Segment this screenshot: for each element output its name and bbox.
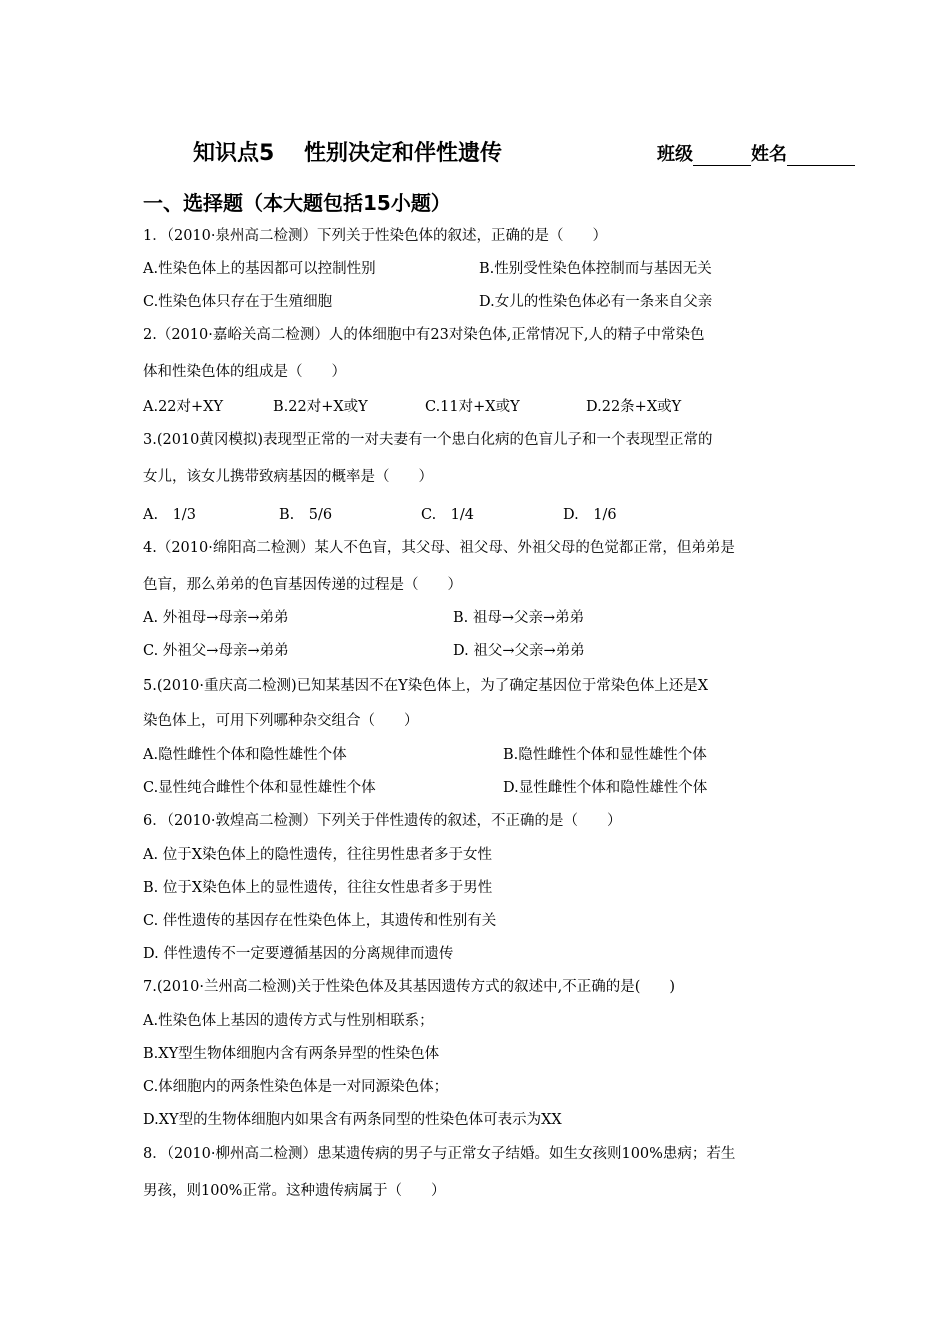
class-label: 班级 [657, 144, 693, 165]
question-6-option-d: D. 伴性遗传不一定要遵循基因的分离规律而遗传 [143, 946, 454, 962]
question-1-stem: 1．（2010·泉州高二检测）下列关于性染色体的叙述，正确的是（ ） [143, 228, 607, 244]
question-1-option-c: C.性染色体只存在于生殖细胞 [143, 294, 333, 310]
question-7-option-b: B.XY型生物体细胞内含有两条异型的性染色体 [143, 1046, 440, 1062]
question-3-option-b: B. 5/6 [279, 507, 333, 523]
header [0, 136, 950, 168]
student-info [657, 140, 855, 166]
question-3-stem-line-1: 3.(2010黄冈模拟)表现型正常的一对夫妻有一个患白化病的色盲儿子和一个表现型正常的 [143, 432, 713, 448]
question-5-option-a: A.隐性雌性个体和隐性雄性个体 [143, 747, 347, 763]
question-7-stem: 7.(2010·兰州高二检测)关于性染色体及其基因遗传方式的叙述中,不正确的是( ) [143, 979, 676, 995]
question-2-option-d: D.22条+X或Y [586, 399, 682, 415]
question-1-option-a: A.性染色体上的基因都可以控制性别 [143, 261, 376, 277]
question-4-stem-line-1: 4.（2010·绵阳高二检测）某人不色盲，其父母、祖父母、外祖父母的色觉都正常，但弟弟是 [143, 540, 735, 556]
question-8-stem-line-2: 男孩，则100%正常。这种遗传病属于（ ） [143, 1183, 446, 1199]
question-1-option-d: D.女儿的性染色体必有一条来自父亲 [479, 294, 713, 310]
question-5-option-b: B.隐性雌性个体和显性雄性个体 [503, 747, 707, 763]
name-label: 姓名 [751, 144, 787, 165]
question-2-option-b: B.22对+X或Y [273, 399, 368, 415]
question-6-option-b: B. 位于X染色体上的显性遗传，往往女性患者多于男性 [143, 880, 493, 896]
question-6-stem: 6．（2010·敦煌高二检测）下列关于伴性遗传的叙述，不正确的是（ ） [143, 813, 622, 829]
question-3-option-d: D. 1/6 [563, 507, 617, 523]
question-2-stem-line-2: 体和性染色体的组成是（ ） [143, 364, 346, 380]
question-3-stem-line-2: 女儿，该女儿携带致病基因的概率是（ ） [143, 469, 433, 485]
question-4-option-c: C. 外祖父→母亲→弟弟 [143, 643, 289, 659]
question-5-stem-line-1: 5.(2010·重庆高二检测)已知某基因不在Y染色体上，为了确定基因位于常染色体上还是X [143, 678, 709, 694]
question-4-option-a: A. 外祖母→母亲→弟弟 [143, 610, 289, 626]
question-5-option-d: D.显性雌性个体和隐性雄性个体 [503, 780, 708, 796]
class-blank [693, 147, 751, 166]
question-1-option-b: B.性别受性染色体控制而与基因无关 [479, 261, 712, 277]
question-7-option-a: A.性染色体上基因的遗传方式与性别相联系； [143, 1013, 434, 1029]
question-2-stem-line-1: 2.（2010·嘉峪关高二检测）人的体细胞中有23对染色体,正常情况下,人的精子中常染色 [143, 327, 705, 343]
question-4-option-d: D. 祖父→父亲→弟弟 [453, 643, 585, 659]
question-7-option-c: C.体细胞内的两条性染色体是一对同源染色体； [143, 1079, 449, 1095]
question-3-option-a: A. 1/3 [143, 507, 196, 523]
question-6-option-c: C. 伴性遗传的基因存在性染色体上，其遗传和性别有关 [143, 913, 497, 929]
question-4-option-b: B. 祖母→父亲→弟弟 [453, 610, 585, 626]
question-4-stem-line-2: 色盲，那么弟弟的色盲基因传递的过程是（ ） [143, 577, 462, 593]
question-7-option-d: D.XY型的生物体细胞内如果含有两条同型的性染色体可表示为XX [143, 1112, 562, 1128]
question-2-option-c: C.11对+X或Y [425, 399, 520, 415]
page-title: 知识点5 性别决定和伴性遗传 [193, 141, 502, 166]
question-2-option-a: A.22对+XY [143, 399, 224, 415]
question-3-option-c: C. 1/4 [421, 507, 475, 523]
question-5-stem-line-2: 染色体上，可用下列哪种杂交组合（ ） [143, 713, 419, 729]
question-6-option-a: A. 位于X染色体上的隐性遗传，往往男性患者多于女性 [143, 847, 493, 863]
question-5-option-c: C.显性纯合雌性个体和显性雄性个体 [143, 780, 376, 796]
question-8-stem-line-1: 8．（2010·柳州高二检测）患某遗传病的男子与正常女子结婚。如生女孩则100%患病；若生 [143, 1146, 736, 1162]
section-title: 一、选择题（本大题包括15小题） [143, 191, 451, 215]
name-blank [787, 147, 855, 166]
